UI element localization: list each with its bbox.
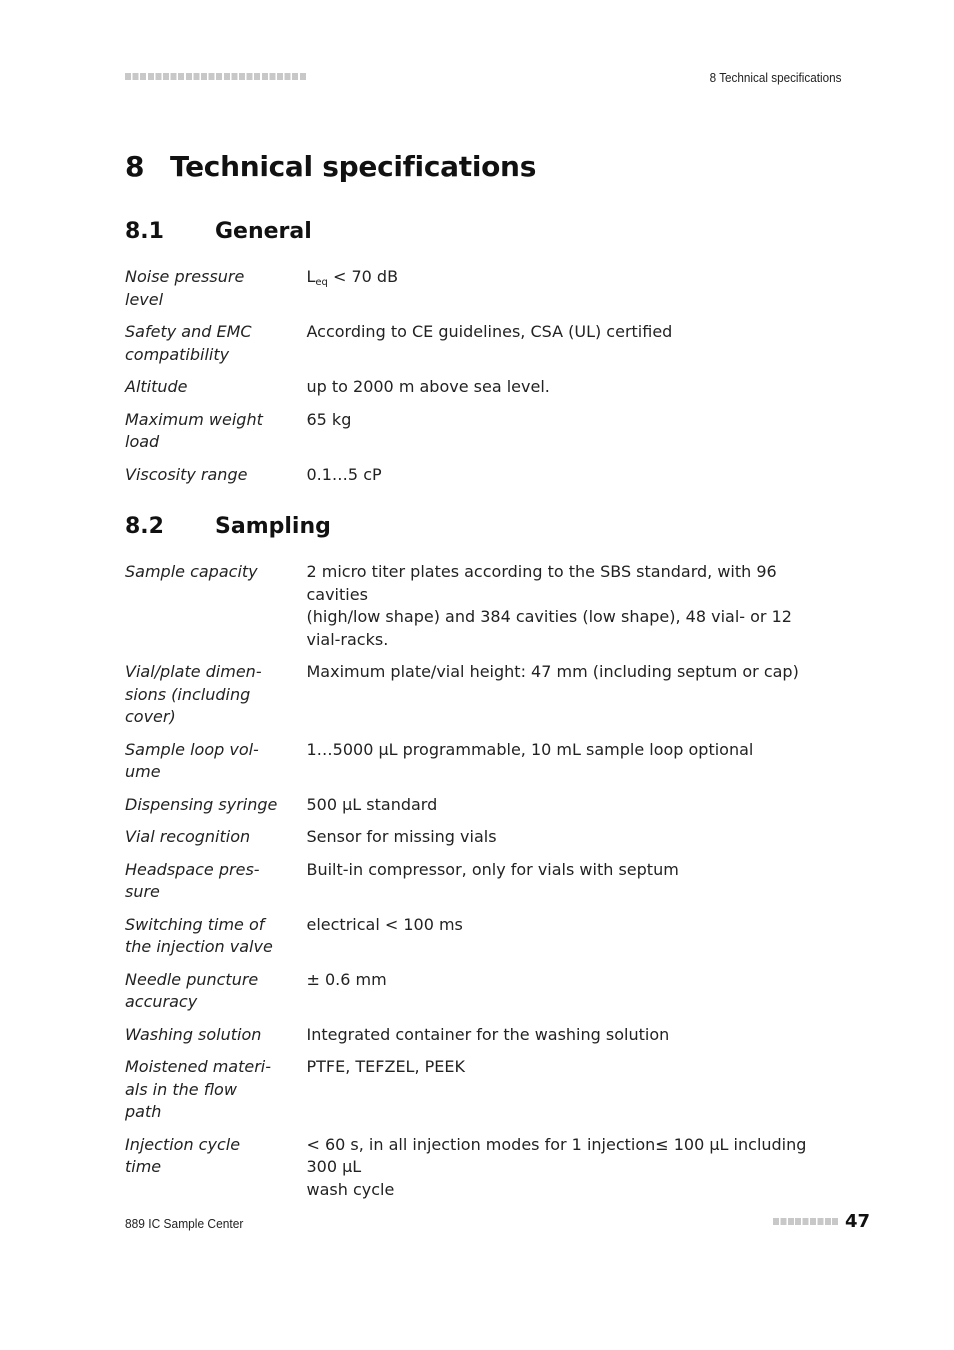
spec-label: Safety and EMC compatibility [125, 322, 252, 364]
spec-row [125, 826, 825, 849]
spec-label: Injection cycle time [125, 1134, 241, 1176]
spec-label: Washing solution [125, 1024, 262, 1044]
spec-label: Maximum weight load [125, 409, 263, 451]
spec-value: PTFE, TEFZEL, PEEK [306, 1057, 465, 1076]
spec-value: ± 0.6 mm [306, 969, 387, 989]
spec-value: $L_{eq} < 70$ dB [306, 267, 399, 288]
section-title-general [125, 219, 312, 244]
chapter-title-text: Technical specifications [170, 150, 537, 183]
running-title: 8 Technical specifications [709, 70, 841, 85]
spec-row [125, 969, 825, 1014]
spec-value: 0.1…5 cP [306, 464, 382, 484]
spec-value: 1…5000 µL programmable, 10 mL sample loop optional [306, 739, 754, 759]
spec-label: Dispensing syringe [125, 794, 278, 814]
spec-row [125, 661, 825, 729]
footer-decoration-squares [773, 1218, 839, 1225]
footer-product-name: 889 IC Sample Center [125, 1216, 244, 1231]
spec-label: Noise pressure level [125, 267, 245, 309]
spec-value: up to 2000 m above sea level. [306, 377, 550, 396]
spec-table-general [125, 266, 825, 486]
spec-value: Maximum plate/vial height: 47 mm (including septum or cap) [306, 662, 799, 681]
section-number: 8.2 [125, 514, 164, 539]
spec-label: Sample capacity [125, 562, 258, 581]
spec-row [125, 794, 825, 817]
spec-label: Sample loop vol- ume [125, 739, 259, 781]
section-title-sampling [125, 514, 331, 539]
spec-row [125, 914, 825, 959]
header-decoration-squares [125, 73, 307, 80]
spec-row [125, 376, 825, 399]
section-number: 8.1 [125, 219, 164, 244]
spec-row [125, 1024, 825, 1047]
spec-label: Headspace pres- sure [125, 859, 260, 901]
page-number: 47 [845, 1211, 871, 1232]
spec-value: 2 micro titer plates according to the SBS standard, with 96 cavities (high/low shape) and 384 cavities (low shape), 48 vial- or 12 vial-racks. [306, 562, 792, 649]
spec-label: Altitude [125, 377, 188, 396]
spec-row [125, 1056, 825, 1124]
page-header [125, 72, 841, 86]
spec-label: Moistened materi- als in the flow path [125, 1057, 272, 1121]
section-title-text: General [215, 219, 312, 244]
spec-label: Vial/plate dimen- sions (including cover) [125, 662, 262, 726]
spec-value: electrical < 100 ms [306, 914, 463, 934]
spec-row [125, 409, 825, 454]
spec-value: According to CE guidelines, CSA (UL) certified [306, 322, 673, 341]
spec-row [125, 464, 825, 487]
spec-label: Switching time of the injection valve [125, 914, 273, 956]
spec-row [125, 739, 825, 784]
chapter-title [125, 150, 536, 183]
spec-row [125, 1134, 825, 1202]
spec-row [125, 561, 825, 651]
spec-value: Built-in compressor, only for vials with septum [306, 859, 679, 879]
spec-label: Needle puncture accuracy [125, 969, 259, 1011]
spec-value: Integrated container for the washing solution [306, 1024, 670, 1044]
spec-value: 65 kg [306, 409, 352, 429]
spec-row [125, 266, 825, 311]
spec-table-sampling [125, 561, 825, 1201]
spec-row [125, 321, 825, 366]
section-title-text: Sampling [215, 514, 331, 539]
chapter-number: 8 [125, 150, 145, 183]
spec-value: < 60 s, in all injection modes for 1 injection≤ 100 µL including 300 µL wash cycle [306, 1134, 807, 1199]
spec-label: Viscosity range [125, 464, 248, 484]
spec-label: Vial recognition [125, 827, 251, 846]
spec-value: Sensor for missing vials [306, 827, 497, 846]
spec-row [125, 859, 825, 904]
spec-value: 500 µL standard [306, 794, 438, 814]
